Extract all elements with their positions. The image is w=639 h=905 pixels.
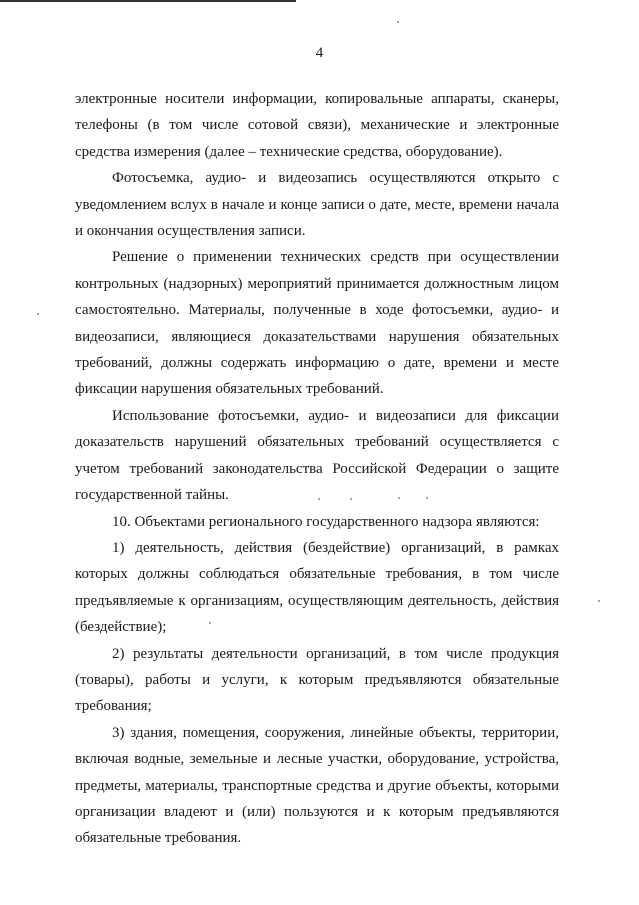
scan-speck: [209, 622, 211, 624]
page-number: 4: [315, 45, 324, 61]
paragraph-state-secret: Использование фотосъемки, аудио- и видеозаписи для фиксации доказательств нарушений обязательных требований осуществляется с учетом требований законодательства Российской Федерации о защите государственной тайны.: [75, 407, 559, 504]
scan-speck: [350, 498, 352, 500]
list-item-3: 3) здания, помещения, сооружения, линейные объекты, территории, включая водные, земельные и лесные участки, оборудование, устройства, предметы, материалы, транспортные средства и другие объекты, которыми организации владеют и (или) пользуются и к которым предъявляются обязательные требования.: [75, 724, 559, 847]
scan-speck: [318, 498, 320, 500]
scan-speck: [37, 313, 39, 315]
scan-speck: [397, 21, 399, 23]
paragraph-continuation: электронные носители информации, копировальные аппараты, сканеры, телефоны (в том числе сотовой связи), механические и электронные средства измерения (далее – технические средства, оборудование).: [75, 91, 559, 160]
paragraph-photo-recording: Фотосъемка, аудио- и видеозапись осуществляются открыто с уведомлением вслух в начале и конце записи о дате, месте, времени начала и окончания осуществления записи.: [75, 170, 559, 240]
paragraph-item-10-heading: 10. Объектами регионального государственного надзора являются:: [112, 513, 540, 530]
list-item-1: 1) деятельность, действия (бездействие) организаций, в рамках которых должны соблюдаться обязательные требования, в том числе предъявляемые к организациям, осуществляющим деятельность, действия (бездействие);: [75, 539, 559, 636]
paragraph-technical-means-decision: Решение о применении технических средств при осуществлении контрольных (надзорных) мероприятий принимается должностным лицом самостоятельно. Материалы, полученные в ходе фотосъемки, аудио- и видеозаписи, являющиеся доказательствами нарушения обязательных требований, должны содержать информацию о дате, времени и месте фиксации нарушения обязательных требований.: [75, 249, 559, 398]
scan-speck: [426, 497, 428, 499]
document-body: [75, 86, 559, 852]
scan-speck: [598, 600, 600, 602]
scan-speck: [398, 497, 400, 499]
list-item-2: 2) результаты деятельности организаций, в том числе продукция (товары), работы и услуги, к которым предъявляются обязательные требования;: [75, 645, 559, 715]
top-border-line: [0, 0, 296, 2]
